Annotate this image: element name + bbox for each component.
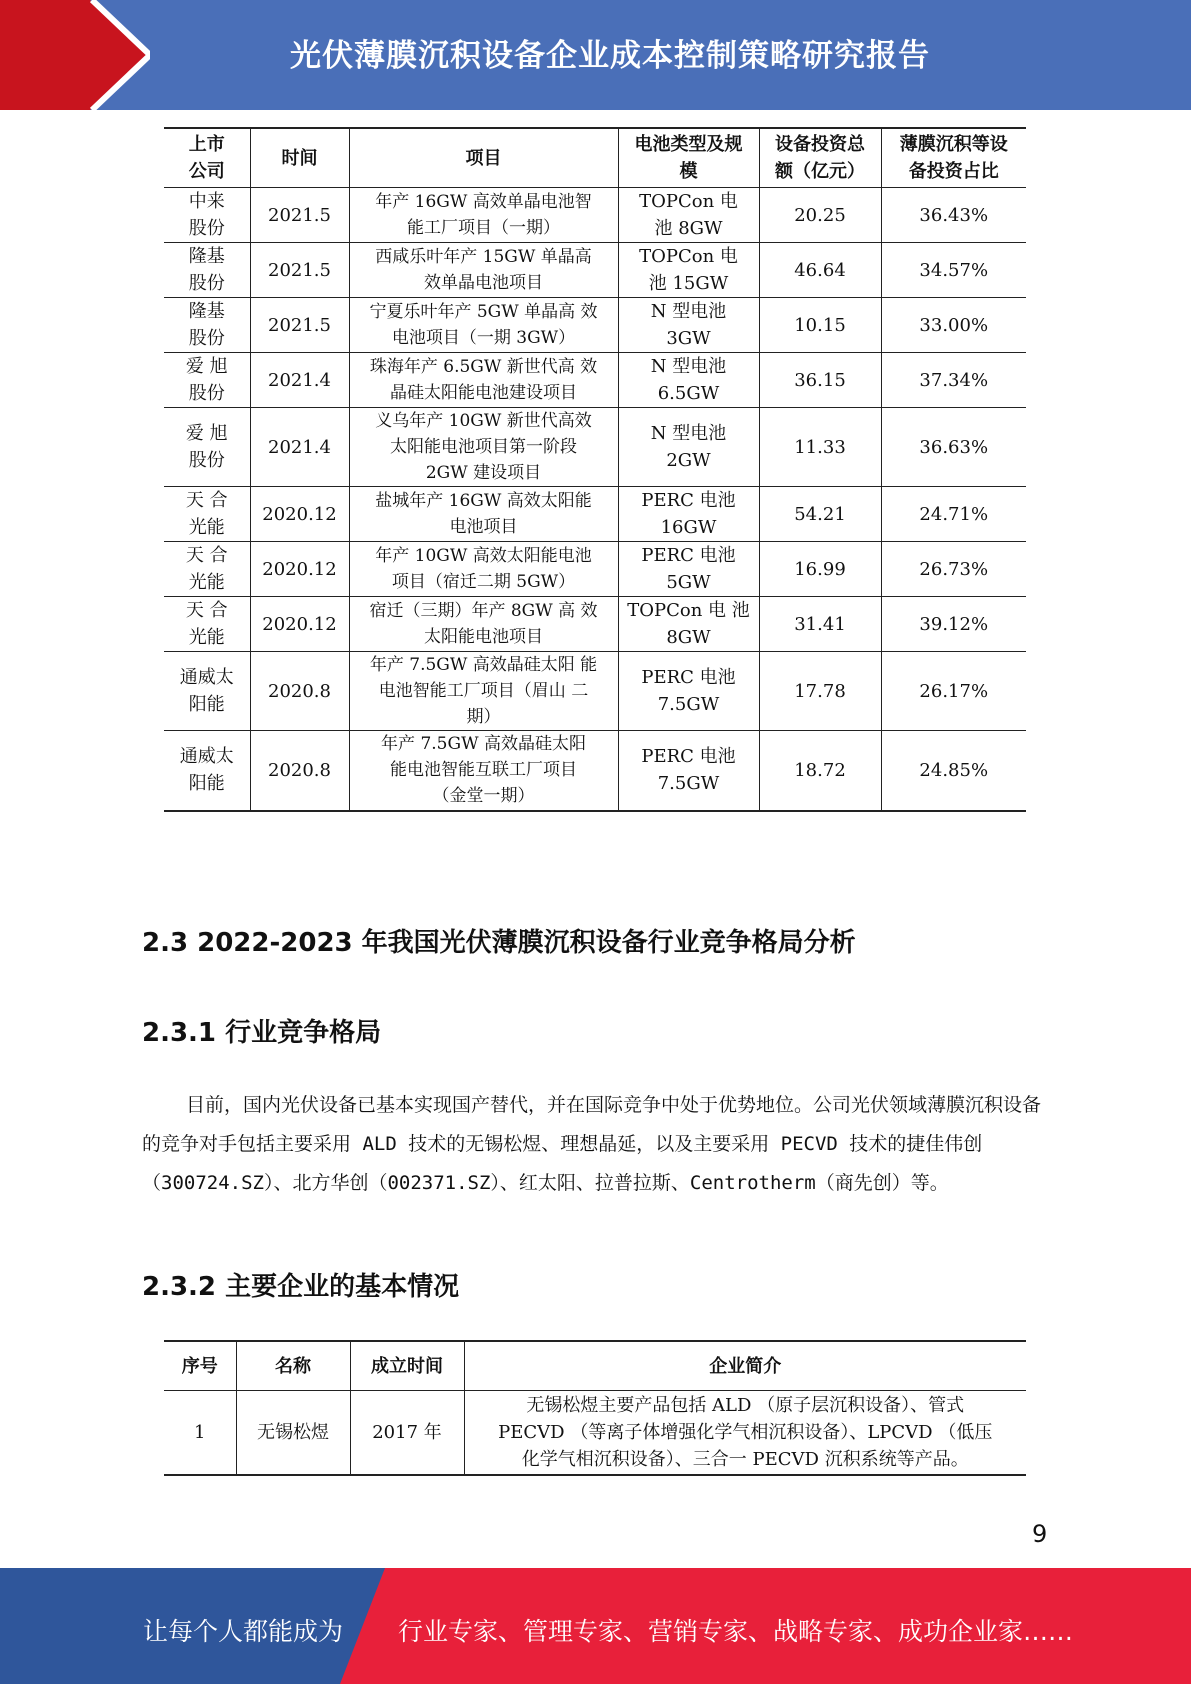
table-cell: TOPCon 电 池 15GW <box>618 243 759 298</box>
footer-slogan-right: 行业专家、管理专家、营销专家、战略专家、成功企业家…… <box>398 1617 1074 1646</box>
column-header: 项目 <box>349 128 618 188</box>
table-cell: 年产 16GW 高效单晶电池智 能工厂项目（一期） <box>349 188 618 243</box>
column-header: 名称 <box>236 1341 350 1391</box>
page-header <box>0 0 1191 110</box>
table-cell: 16.99 <box>759 542 881 597</box>
table-cell: N 型电池 6.5GW <box>618 353 759 408</box>
table-cell: 17.78 <box>759 652 881 731</box>
table-cell: 1 <box>164 1391 236 1475</box>
table-row <box>164 1391 1026 1475</box>
header-arrow-decoration <box>0 0 150 110</box>
table-cell: 隆基 股份 <box>164 243 250 298</box>
table-cell: N 型电池 2GW <box>618 408 759 487</box>
table-row <box>164 731 1026 811</box>
table-row <box>164 652 1026 731</box>
table-header-row <box>164 1341 1026 1391</box>
table-cell: 2021.5 <box>250 243 349 298</box>
table-cell: 11.33 <box>759 408 881 487</box>
table-row <box>164 243 1026 298</box>
table-cell: 义乌年产 10GW 新世代高效 太阳能电池项目第一阶段 2GW 建设项目 <box>349 408 618 487</box>
table-cell: 31.41 <box>759 597 881 652</box>
column-header: 企业简介 <box>464 1341 1026 1391</box>
table-cell: 33.00% <box>881 298 1026 353</box>
table-cell: 54.21 <box>759 487 881 542</box>
table-cell: 37.34% <box>881 353 1026 408</box>
table-cell: 10.15 <box>759 298 881 353</box>
table-cell: 通威太 阳能 <box>164 731 250 811</box>
table-cell: PERC 电池 7.5GW <box>618 652 759 731</box>
column-header: 电池类型及规 模 <box>618 128 759 188</box>
table-cell: 2020.12 <box>250 487 349 542</box>
table-row <box>164 408 1026 487</box>
table-cell: 26.73% <box>881 542 1026 597</box>
table-row <box>164 298 1026 353</box>
table-cell: 爱 旭 股份 <box>164 408 250 487</box>
table-cell: PERC 电池 16GW <box>618 487 759 542</box>
table-cell: 2021.5 <box>250 298 349 353</box>
table-cell: 20.25 <box>759 188 881 243</box>
body-paragraph: 目前，国内光伏设备已基本实现国产替代，并在国际竞争中处于优势地位。公司光伏领域薄膜沉积设备的竞争对手包括主要采用 ALD 技术的无锡松煜、理想晶延，以及主要采用 PECVD 技术的捷佳伟创（300724.SZ）、北方华创（002371.SZ）、红太阳、拉普拉斯、Centrotherm（商先创）等。 <box>142 1094 1042 1194</box>
table-row <box>164 353 1026 408</box>
table-cell: 2017 年 <box>350 1391 464 1475</box>
table-cell: 盐城年产 16GW 高效太阳能 电池项目 <box>349 487 618 542</box>
table-cell: 年产 7.5GW 高效晶硅太阳 能电池智能互联工厂项目 （金堂一期） <box>349 731 618 811</box>
table-cell: 36.43% <box>881 188 1026 243</box>
column-header: 时间 <box>250 128 349 188</box>
table-cell: 天 合 光能 <box>164 597 250 652</box>
table-cell: 2021.5 <box>250 188 349 243</box>
table-cell: 爱 旭 股份 <box>164 353 250 408</box>
column-header: 上市 公司 <box>164 128 250 188</box>
section-heading-2-3-1: 2.3.1 行业竞争格局 <box>142 1018 382 1048</box>
table-row <box>164 188 1026 243</box>
page-number: 9 <box>1032 1520 1048 1548</box>
company-table <box>164 1340 1026 1476</box>
footer-slogan-left: 让每个人都能成为 <box>143 1617 344 1646</box>
table-cell: 2021.4 <box>250 408 349 487</box>
table-cell: 34.57% <box>881 243 1026 298</box>
table-cell: 39.12% <box>881 597 1026 652</box>
table-cell: 年产 7.5GW 高效晶硅太阳 能 电池智能工厂项目（眉山 二 期） <box>349 652 618 731</box>
table-cell: 天 合 光能 <box>164 487 250 542</box>
table-cell: 36.15 <box>759 353 881 408</box>
investment-table <box>164 127 1026 812</box>
table-cell: 通威太 阳能 <box>164 652 250 731</box>
column-header: 设备投资总 额（亿元） <box>759 128 881 188</box>
table-cell: 中来 股份 <box>164 188 250 243</box>
table-cell: PERC 电池 7.5GW <box>618 731 759 811</box>
table-cell: 宿迁（三期）年产 8GW 高 效 太阳能电池项目 <box>349 597 618 652</box>
table-cell: 西咸乐叶年产 15GW 单晶高 效单晶电池项目 <box>349 243 618 298</box>
column-header: 薄膜沉积等设 备投资占比 <box>881 128 1026 188</box>
table-cell: 隆基 股份 <box>164 298 250 353</box>
table-cell: 无锡松煜主要产品包括 ALD （原子层沉积设备）、管式 PECVD （等离子体增强化学气相沉积设备）、LPCVD （低压 化学气相沉积设备）、三合一 PECVD 沉积系统等产品。 <box>464 1391 1026 1475</box>
section-heading-2-3: 2.3 2022-2023 年我国光伏薄膜沉积设备行业竞争格局分析 <box>142 928 856 958</box>
table-cell: TOPCon 电 池 8GW <box>618 597 759 652</box>
table-cell: 36.63% <box>881 408 1026 487</box>
table-cell: 2020.12 <box>250 597 349 652</box>
table-cell: PERC 电池 5GW <box>618 542 759 597</box>
column-header: 序号 <box>164 1341 236 1391</box>
table-cell: 26.17% <box>881 652 1026 731</box>
table-cell: 2020.8 <box>250 652 349 731</box>
table-cell: 珠海年产 6.5GW 新世代高 效 晶硅太阳能电池建设项目 <box>349 353 618 408</box>
table-cell: 2020.8 <box>250 731 349 811</box>
table-cell: 24.71% <box>881 487 1026 542</box>
table-cell: 天 合 光能 <box>164 542 250 597</box>
table-row <box>164 597 1026 652</box>
table-cell: 46.64 <box>759 243 881 298</box>
table-cell: 年产 10GW 高效太阳能电池 项目（宿迁二期 5GW） <box>349 542 618 597</box>
table-cell: 2020.12 <box>250 542 349 597</box>
page-footer <box>0 1568 1191 1684</box>
table-row <box>164 542 1026 597</box>
table-cell: 宁夏乐叶年产 5GW 单晶高 效 电池项目（一期 3GW） <box>349 298 618 353</box>
table-cell: TOPCon 电 池 8GW <box>618 188 759 243</box>
table-header-row <box>164 128 1026 188</box>
table-cell: N 型电池 3GW <box>618 298 759 353</box>
table-cell: 18.72 <box>759 731 881 811</box>
column-header: 成立时间 <box>350 1341 464 1391</box>
table-cell: 24.85% <box>881 731 1026 811</box>
header-title: 光伏薄膜沉积设备企业成本控制策略研究报告 <box>290 38 930 74</box>
section-heading-2-3-2: 2.3.2 主要企业的基本情况 <box>142 1272 460 1302</box>
table-cell: 2021.4 <box>250 353 349 408</box>
table-cell: 无锡松煜 <box>236 1391 350 1475</box>
table-row <box>164 487 1026 542</box>
